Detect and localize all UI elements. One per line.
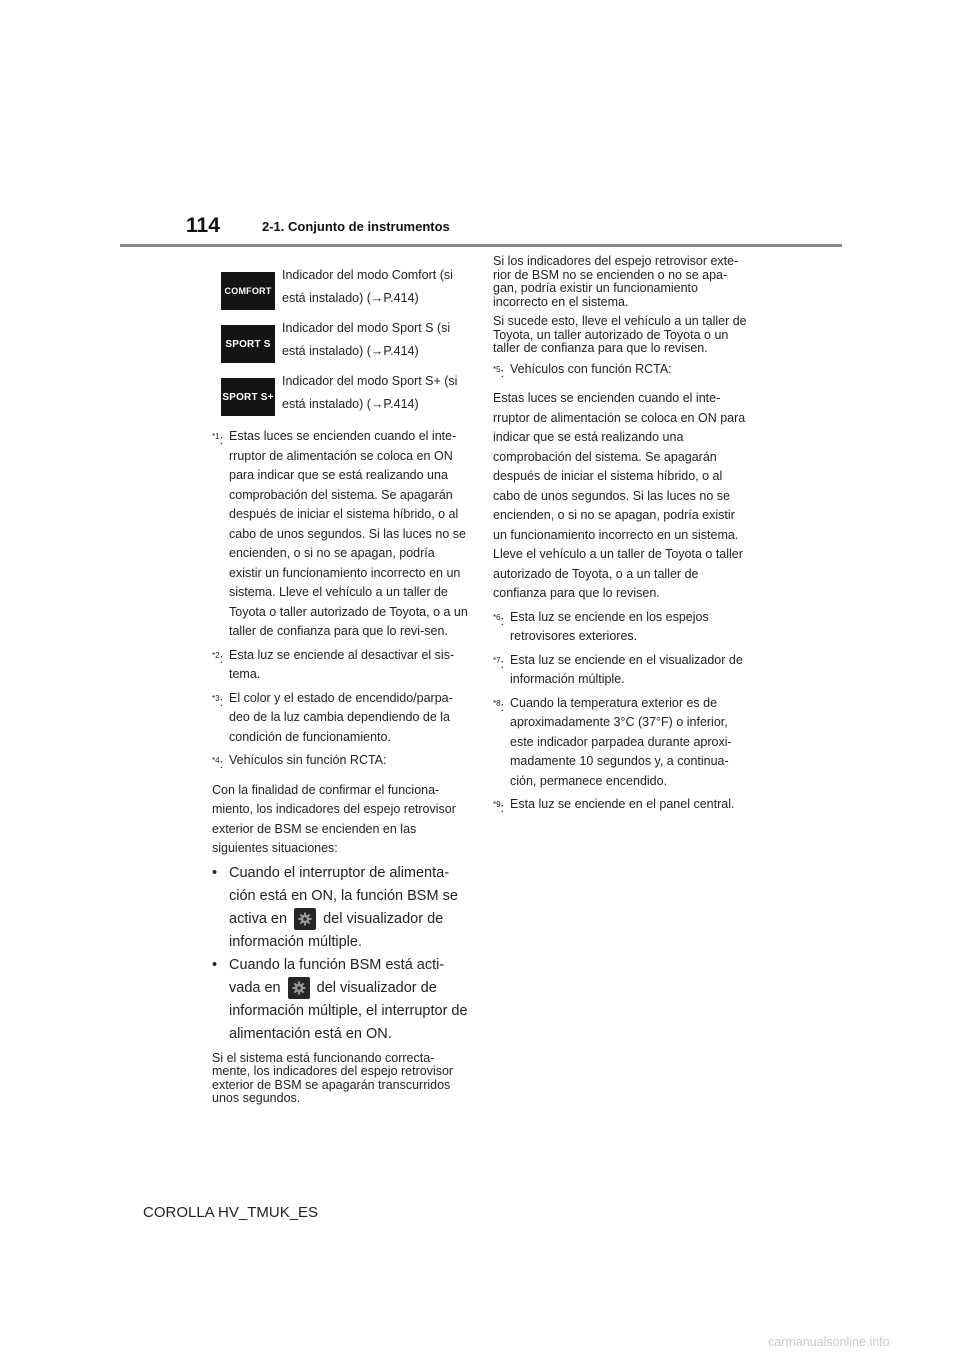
bullet-text: Cuando la función BSM está acti-vada en <box>229 956 445 996</box>
bullet-item <box>212 862 470 954</box>
page-number: 114 <box>186 214 220 237</box>
footnote-text: Vehículos con función RCTA: <box>510 361 672 376</box>
footnote-mark: $^{*8}$: <box>493 698 505 714</box>
footnote-mark: $^{*9}$: <box>493 800 505 816</box>
footnote-3 <box>212 689 470 748</box>
footnote-5 <box>493 360 751 384</box>
bullet-text: del visualizador de información múltiple. <box>229 910 444 950</box>
footnote-mark: $^{*4}$: <box>212 756 224 772</box>
gear-icon <box>288 977 310 999</box>
indicator-text: Indicador del modo Sport S (si está instalado) (→P.414) <box>282 321 451 358</box>
footnote-4 <box>212 751 470 775</box>
comfort-mode-icon: COMFORT <box>221 272 275 310</box>
sport-s-plus-mode-icon: SPORT S+ <box>221 378 275 416</box>
indicator-text: Indicador del modo Comfort (si está instalado) (→P.414) <box>282 268 453 305</box>
bullet-item <box>212 954 470 1046</box>
sport-s-mode-icon: SPORT S <box>221 325 275 363</box>
footnote-8 <box>493 694 751 792</box>
gear-icon <box>294 908 316 930</box>
footnote-text: El color y el estado de encendido/parpa-deo de la luz cambia dependiendo de la condición de funcionamiento. <box>229 690 453 744</box>
footnote-mark: $^{*2}$: <box>212 650 224 666</box>
indicator-sport-s-plus <box>212 368 470 421</box>
document-id: COROLLA HV_TMUK_ES <box>143 1204 319 1221</box>
left-column <box>212 262 470 1106</box>
footnote-7 <box>493 651 751 690</box>
footnote-text: Vehículos sin función RCTA: <box>229 753 387 767</box>
footnote-text: Esta luz se enciende en el visualizador de información múltiple. <box>510 652 743 687</box>
footnote-text: Esta luz se enciende en los espejos retrovisores exteriores. <box>510 609 709 644</box>
footnote-2 <box>212 646 470 685</box>
indicator-text: Indicador del modo Sport S+ (si está instalado) (→P.414) <box>282 374 458 411</box>
footnote-1 <box>212 427 470 642</box>
footnote-text: Estas luces se encienden cuando el inte-rruptor de alimentación se coloca en ON para indicar que se está realizando una comprobación del sistema. Se apagarán después de iniciar el sistema híbrido, o al cabo de unos segundos. Si las luces no se encienden, o si no se apagan, podría existir un funcionamiento incorrecto en un sistema. Lleve el vehículo a un taller de Toyota o taller autorizado de Toyota, o a un taller de confianza para que lo revi-sen. <box>229 429 468 638</box>
bullet-text: del visualizador de información múltiple, el interruptor de alimentación está en ON. <box>229 979 468 1042</box>
footnote-9 <box>493 795 751 819</box>
section-title: 2-1. Conjunto de instrumentos <box>262 219 450 234</box>
bullet-text: Cuando el interruptor de alimenta-ción está en ON, la función BSM se activa en <box>229 864 458 927</box>
footnote-text: Esta luz se enciende en el panel central. <box>510 797 735 812</box>
header-rule <box>120 244 842 247</box>
bullet-dot: • <box>212 864 218 881</box>
indicator-sport-s <box>212 315 470 368</box>
footnote-mark: $^{*5}$: <box>493 364 505 380</box>
footnote-text: Cuando la temperatura exterior es de aproximadamente 3°C (37°F) o inferior, este indicador parpadea durante aproxi-madamente 10 segundos y, a continua-ción, permanece encendido. <box>510 695 732 788</box>
indicator-comfort <box>212 262 470 315</box>
footnote-mark: $^{*1}$: <box>212 432 224 448</box>
footnote-mark: $^{*6}$: <box>493 612 505 628</box>
malfunction-paragraph: Si los indicadores del espejo retrovisor exte-rior de BSM no se encienden o no se apa-gan, podría existir un funcionamiento incorrecto en el sistema. <box>493 254 739 309</box>
footnote-mark: $^{*7}$: <box>493 655 505 671</box>
watermark: carmanualsonline.info <box>768 1335 890 1349</box>
bsm-result-paragraph: Si el sistema está funcionando correcta-mente, los indicadores del espejo retrovisor exterior de BSM se apagarán transcurridos unos segundos. <box>212 1050 454 1106</box>
footnote-mark: $^{*3}$: <box>212 693 224 709</box>
right-column <box>493 255 751 819</box>
bullet-dot: • <box>212 956 218 973</box>
footnote-text: Esta luz se enciende al desactivar el sis-tema. <box>229 647 455 681</box>
rcta-paragraph: Estas luces se encienden cuando el inte-rruptor de alimentación se coloca en ON para indicar que se está realizando una comprobación del sistema. Se apagarán después de iniciar el sistema híbrido, o al cabo de unos segundos. Si las luces no se encienden, o si no se apagan, podría existir un funcionamiento incorrecto en un sistema. Lleve el vehículo a un taller de Toyota o taller autorizado de Toyota, o a un taller de confianza para que lo revisen. <box>493 391 746 601</box>
footnote-6 <box>493 608 751 647</box>
repair-paragraph: Si sucede esto, lleve el vehículo a un taller de Toyota, un taller autorizado de Toyota o un taller de confianza para que lo revisen. <box>493 314 747 355</box>
bsm-confirmation-paragraph: Con la finalidad de confirmar el funciona-miento, los indicadores del espejo retrovisor exterior de BSM se encienden en las siguientes situaciones: <box>212 782 456 856</box>
